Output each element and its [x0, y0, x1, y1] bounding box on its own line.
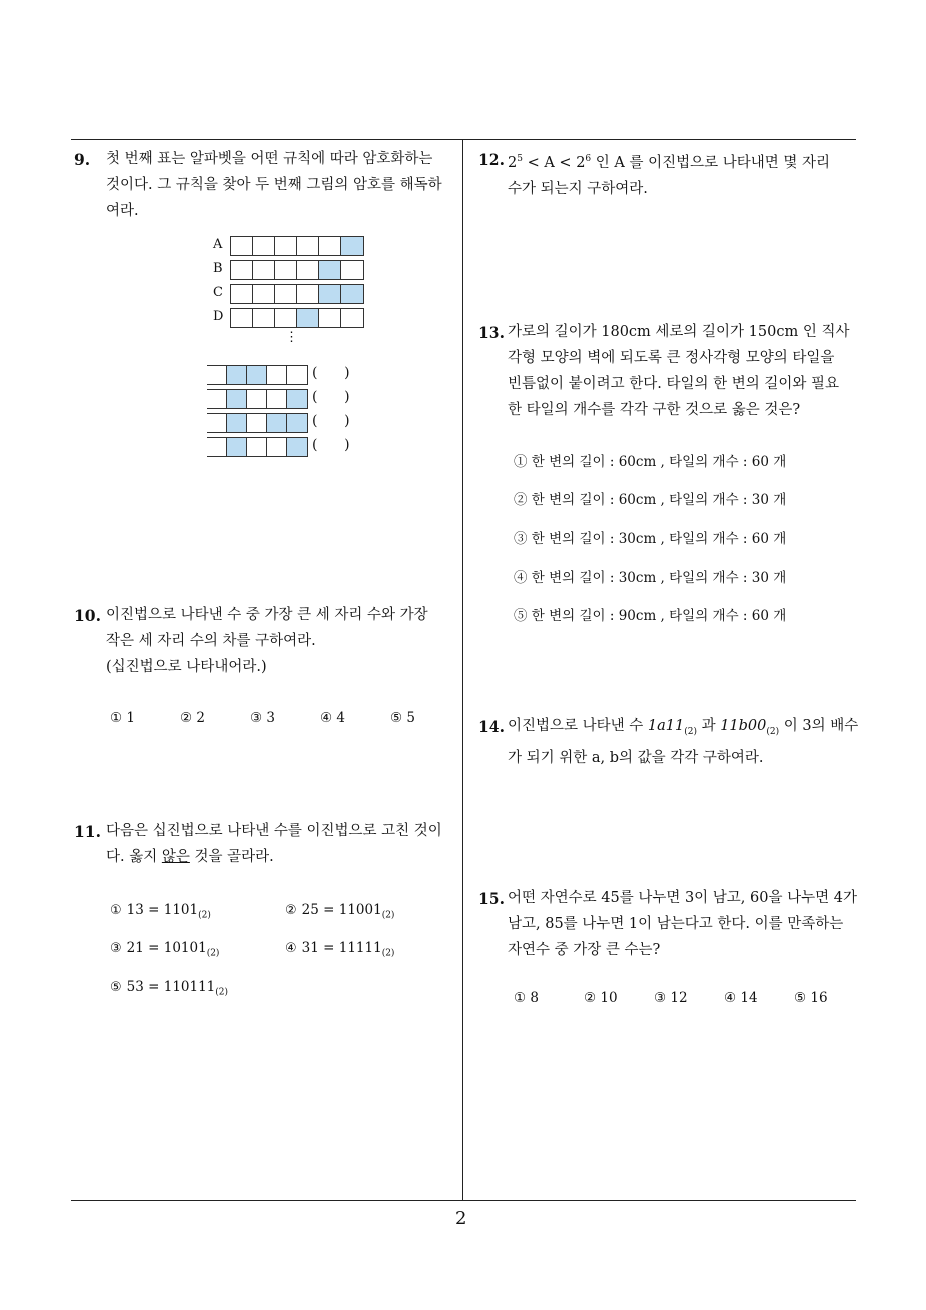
- empty-cell: [297, 261, 319, 279]
- question-number: 15.: [478, 889, 505, 908]
- empty-cell: [247, 390, 267, 408]
- puzzle-grid-row: [207, 389, 308, 409]
- empty-cell: [207, 438, 227, 456]
- filled-cell: [319, 285, 341, 303]
- empty-cell: [267, 438, 287, 456]
- option-4[interactable]: ④ 4: [320, 710, 345, 726]
- empty-cell: [341, 261, 363, 279]
- ellipsis: ⋮: [285, 330, 298, 345]
- empty-cell: [319, 237, 341, 255]
- question-text: 다음은 십진법으로 나타낸 수를 이진법으로 고친 것이 다. 옳지 않은 것을 골라라.: [106, 823, 442, 865]
- option-2[interactable]: ② $25 = 11001_{(2)}$: [285, 902, 395, 921]
- empty-cell: [207, 390, 227, 408]
- option-2[interactable]: ② 10: [584, 990, 618, 1006]
- column-divider: [462, 139, 463, 1201]
- filled-cell: [267, 414, 287, 432]
- option-1[interactable]: ① $13 = 1101_{(2)}$: [110, 902, 211, 921]
- question-text: 이진법으로 나타낸 수 중 가장 큰 세 자리 수와 가장 작은 세 자리 수의 차를 구하여라. (십진법으로 나타내어라.): [106, 607, 428, 675]
- filled-cell: [227, 366, 247, 384]
- empty-cell: [231, 261, 253, 279]
- empty-cell: [253, 261, 275, 279]
- answer-blank[interactable]: ( ): [312, 413, 350, 429]
- key-grid-row: [230, 308, 364, 328]
- puzzle-grid-row: [207, 365, 308, 385]
- empty-cell: [231, 237, 253, 255]
- option-5[interactable]: ⑤ 한 변의 길이 : 90cm , 타일의 개수 : 60 개: [514, 608, 787, 624]
- filled-cell: [341, 285, 363, 303]
- top-rule: [71, 139, 856, 140]
- empty-cell: [253, 309, 275, 327]
- option-4[interactable]: ④ $31 = 11111_{(2)}$: [285, 940, 395, 959]
- option-2[interactable]: ② 한 변의 길이 : 60cm , 타일의 개수 : 30 개: [514, 492, 787, 508]
- filled-cell: [247, 366, 267, 384]
- answer-blank[interactable]: ( ): [312, 365, 350, 381]
- answer-blank[interactable]: ( ): [312, 389, 350, 405]
- option-3[interactable]: ③ 3: [250, 710, 275, 726]
- empty-cell: [297, 285, 319, 303]
- empty-cell: [319, 309, 341, 327]
- question-number: 10.: [74, 606, 101, 625]
- question-text: 어떤 자연수로 45를 나누면 3이 남고, 60을 나누면 4가 남고, 85를 나누면 1이 남는다고 한다. 이를 만족하는 자연수 중 가장 큰 수는?: [508, 890, 857, 958]
- underlined-word: 않은: [161, 849, 190, 865]
- question-number: 14.: [478, 717, 505, 736]
- key-grid-row: [230, 260, 364, 280]
- question-number: 12.: [478, 150, 505, 169]
- empty-cell: [253, 237, 275, 255]
- option-2[interactable]: ② 2: [180, 710, 205, 726]
- option-5[interactable]: ⑤ $53 = 110111_{(2)}$: [110, 979, 229, 998]
- empty-cell: [267, 366, 287, 384]
- option-5[interactable]: ⑤ 5: [390, 710, 415, 726]
- option-5[interactable]: ⑤ 16: [794, 990, 828, 1006]
- question-number: 11.: [74, 822, 101, 841]
- key-grid-row: [230, 284, 364, 304]
- filled-cell: [341, 237, 363, 255]
- option-4[interactable]: ④ 14: [724, 990, 758, 1006]
- puzzle-grid-row: [207, 437, 308, 457]
- question-text: 이진법으로 나타낸 수 $1a11_{(2)}$ 과 $11b00_{(2)}$ 이 3의 배수 가 되기 위한 a, b의 값을 각각 구하여라.: [508, 718, 859, 766]
- option-3[interactable]: ③ $21 = 10101_{(2)}$: [110, 940, 220, 959]
- empty-cell: [247, 438, 267, 456]
- filled-cell: [227, 390, 247, 408]
- option-4[interactable]: ④ 한 변의 길이 : 30cm , 타일의 개수 : 30 개: [514, 570, 787, 586]
- option-1[interactable]: ① 8: [514, 990, 539, 1006]
- empty-cell: [207, 414, 227, 432]
- key-grid-row: [230, 236, 364, 256]
- letter-label: B: [213, 261, 223, 276]
- filled-cell: [319, 261, 341, 279]
- empty-cell: [297, 237, 319, 255]
- empty-cell: [341, 309, 363, 327]
- option-3[interactable]: ③ 12: [654, 990, 688, 1006]
- bottom-rule: [71, 1200, 856, 1201]
- question-number: 13.: [478, 323, 505, 342]
- empty-cell: [231, 285, 253, 303]
- filled-cell: [227, 414, 247, 432]
- letter-label: A: [213, 237, 223, 252]
- filled-cell: [287, 414, 307, 432]
- letter-label: C: [213, 285, 223, 300]
- option-1[interactable]: ① 1: [110, 710, 135, 726]
- empty-cell: [247, 414, 267, 432]
- question-text: 가로의 길이가 180cm 세로의 길이가 150cm 인 직사 각형 모양의 벽에 되도록 큰 정사각형 모양의 타일을 빈틈없이 붙이려고 한다. 타일의 한 변의 길이와 필요 한 타일의 개수를 각각 구한 것으로 옳은 것은?: [508, 324, 850, 418]
- empty-cell: [275, 309, 297, 327]
- filled-cell: [227, 438, 247, 456]
- page-number: 2: [455, 1208, 467, 1229]
- puzzle-grid-row: [207, 413, 308, 433]
- filled-cell: [287, 390, 307, 408]
- option-3[interactable]: ③ 한 변의 길이 : 30cm , 타일의 개수 : 60 개: [514, 531, 787, 547]
- question-number: 9.: [74, 150, 91, 169]
- filled-cell: [287, 438, 307, 456]
- letter-label: D: [213, 309, 224, 324]
- empty-cell: [275, 261, 297, 279]
- empty-cell: [231, 309, 253, 327]
- question-text: $2^5 < A < 2^6$ 인 A 를 이진법으로 나타내면 몇 자리 수가 되는지 구하여라.: [508, 154, 830, 197]
- empty-cell: [275, 237, 297, 255]
- empty-cell: [253, 285, 275, 303]
- empty-cell: [207, 366, 227, 384]
- empty-cell: [287, 366, 307, 384]
- option-1[interactable]: ① 한 변의 길이 : 60cm , 타일의 개수 : 60 개: [514, 454, 787, 470]
- empty-cell: [267, 390, 287, 408]
- empty-cell: [275, 285, 297, 303]
- answer-blank[interactable]: ( ): [312, 437, 350, 453]
- filled-cell: [297, 309, 319, 327]
- question-text: 첫 번째 표는 알파벳을 어떤 규칙에 따라 암호화하는 것이다. 그 규칙을 찾아 두 번째 그림의 암호를 해독하 여라.: [106, 151, 442, 219]
